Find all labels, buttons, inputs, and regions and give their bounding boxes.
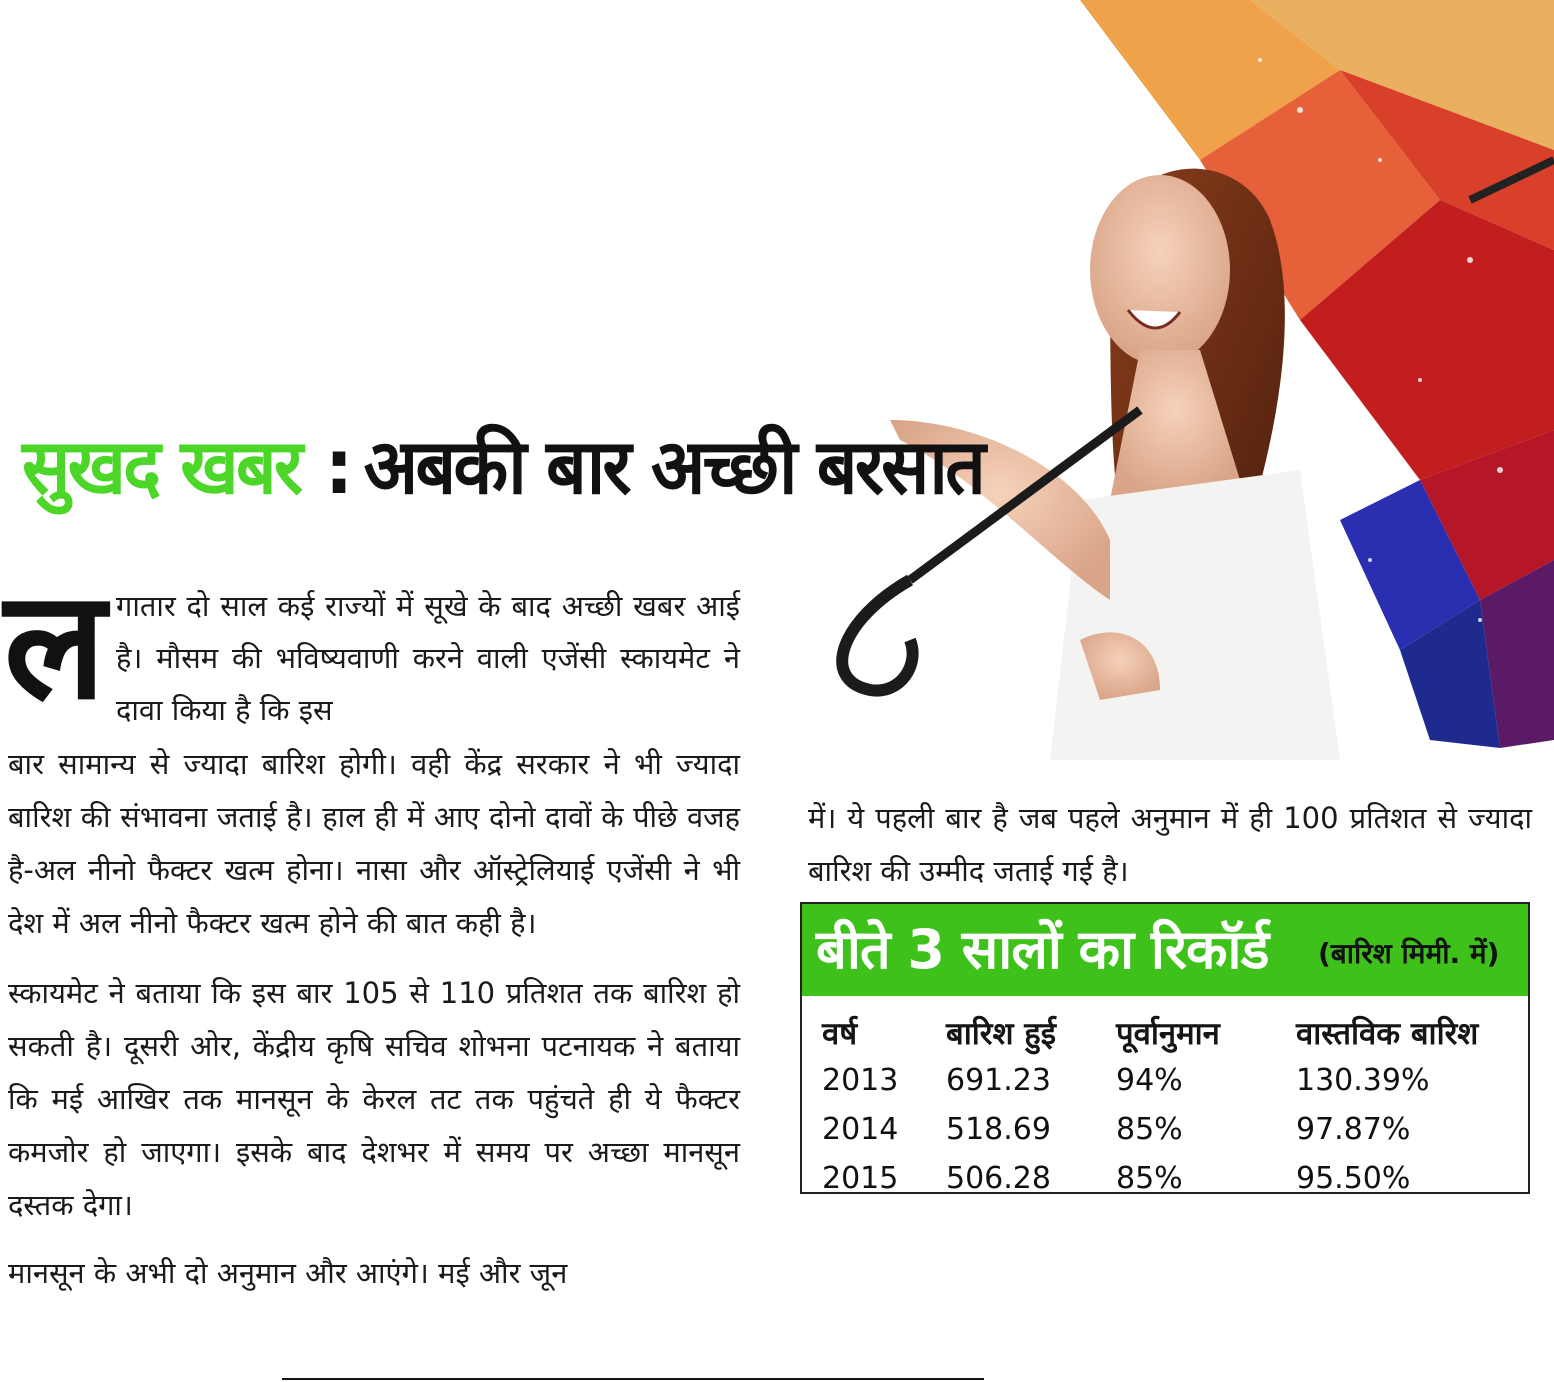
table-cell: 85% — [1116, 1161, 1183, 1196]
table-cell: 97.87% — [1296, 1112, 1411, 1147]
table-cell: 2013 — [822, 1063, 899, 1098]
paragraph-1: बार सामान्य से ज्यादा बारिश होगी। वही केंद्र सरकार ने भी ज्यादा बारिश की संभावना जताई है। हाल ही में आए दोनो दावों के पीछे वजह है-अल नीनो फैक्टर खत्म होना। नासा और ऑस्ट्रेलियाई एजेंसी ने भी देश में अल नीनो फैक्टर खत्म होने की बात कही है। — [8, 747, 740, 940]
paragraph-2: स्कायमेट ने बताया कि इस बार 105 से 110 प्रतिशत तक बारिश हो सकती है। दूसरी ओर, केंद्रीय कृषि सचिव शोभना पटनायक ने बताया कि मई आखिर तक मानसून के केरल तट तक पहुंचते ही ये फैक्टर कमजोर हो जाएगा। इसके बाद देशभर में समय पर अच्छा मानसून दस्तक देगा। — [8, 976, 740, 1222]
column-header: बारिश हुई — [946, 1016, 1056, 1052]
table-cell: 2015 — [822, 1161, 899, 1196]
umbrella-handle — [842, 580, 912, 691]
lead-block — [4, 557, 740, 738]
column-header: वर्ष — [822, 1016, 858, 1052]
table-cell: 518.69 — [946, 1112, 1051, 1147]
lead-text: गातार दो साल कई राज्यों में सूखे के बाद अच्छी खबर आई है। मौसम की भविष्यवाणी करने वाली एजेंसी स्कायमेट ने दावा किया है कि इस — [116, 589, 740, 727]
table-row — [822, 1105, 1526, 1154]
column-header: वास्तविक बारिश — [1296, 1016, 1479, 1052]
table-cell: 691.23 — [946, 1063, 1051, 1098]
table-cell: 506.28 — [946, 1161, 1051, 1196]
record-title: बीते 3 सालों का रिकॉर्ड — [816, 918, 1269, 981]
record-box — [800, 902, 1530, 1194]
umbrella-woman-photo — [780, 0, 1554, 760]
record-table — [822, 1010, 1526, 1203]
record-unit: (बारिश मिमी. में) — [1318, 937, 1500, 970]
table-cell: 85% — [1116, 1112, 1183, 1147]
drop-cap: ल — [4, 557, 106, 733]
article-left-column — [4, 557, 740, 1300]
paragraph-3: मानसून के अभी दो अनुमान और आएंगे। मई और जून — [8, 1256, 568, 1290]
column-header: पूर्वानुमान — [1116, 1016, 1220, 1052]
face-shape — [1090, 175, 1230, 365]
table-header-row — [822, 1010, 1526, 1056]
headline-separator: : — [324, 422, 351, 511]
table-row — [822, 1154, 1526, 1203]
headline-kicker: सुखद खबर — [22, 422, 301, 511]
headline — [22, 412, 1075, 522]
record-header — [802, 904, 1528, 996]
article-continued-text: में। ये पहली बार है जब पहले अनुमान में ही 100 प्रतिशत से ज्यादा बारिश की उम्मीद जताई गई है। — [808, 801, 1532, 888]
headline-title: अबकी बार अच्छी बरसात — [363, 422, 983, 511]
table-cell: 95.50% — [1296, 1161, 1411, 1196]
table-cell: 2014 — [822, 1112, 899, 1147]
column-bottom-rule — [282, 1378, 984, 1380]
table-cell: 94% — [1116, 1063, 1183, 1098]
table-row — [822, 1056, 1526, 1105]
table-cell: 130.39% — [1296, 1063, 1430, 1098]
